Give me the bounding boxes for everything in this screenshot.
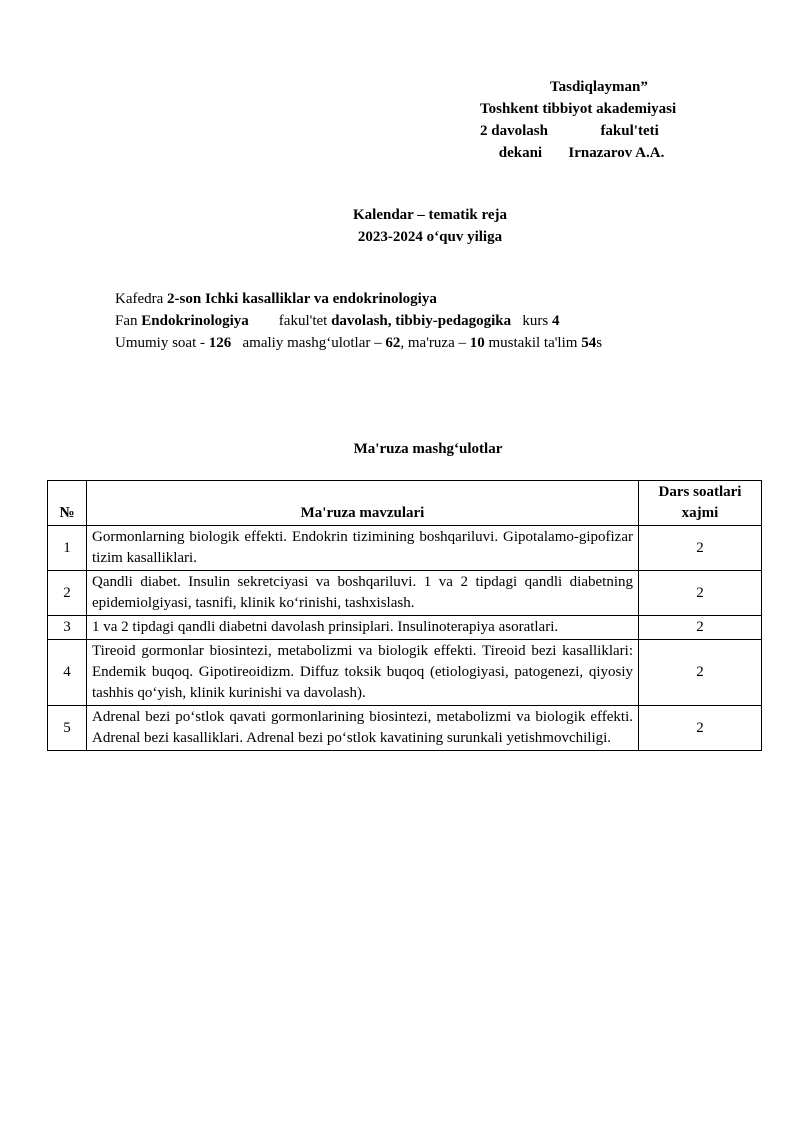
row-num: 5 — [48, 706, 87, 751]
mustakil-value: 54 — [581, 335, 597, 351]
amaliy-value: 62 — [385, 335, 401, 351]
course-info — [115, 288, 755, 354]
approval-block — [480, 76, 720, 164]
header-num: № — [48, 481, 87, 526]
title-line-2: 2023-2024 o‘quv yiliga — [357, 229, 503, 245]
row-hours: 2 — [639, 640, 762, 706]
row-hours: 2 — [639, 526, 762, 571]
row-topic: Gormonlarning biologik effekti. Endokrin tizimining boshqariluvi. Gipotalamo-gipofizar tizim kasalliklari. — [87, 526, 639, 571]
table-row — [48, 571, 762, 616]
row-topic: Adrenal bezi po‘stlok qavati gormonlarining biosintezi, metabolizmi va biologik effekti. Adrenal bezi kasalliklari. Adrenal bezi po‘stlok kavatining surunkali yetishmovchiligi. — [87, 706, 639, 751]
mustakil-suffix: s — [596, 335, 603, 351]
table-row — [48, 616, 762, 640]
kurs-value: 4 — [551, 313, 560, 329]
approval-line-2: Toshkent tibbiyot akademiyasi — [480, 101, 677, 117]
kafedra-label: Kafedra — [115, 291, 168, 307]
maruza-value: 10 — [469, 335, 485, 351]
fan-value: Endokrinologiya — [141, 313, 249, 329]
table-row — [48, 640, 762, 706]
maruza-label: , ma'ruza – — [400, 335, 470, 351]
table-row — [48, 526, 762, 571]
row-hours: 2 — [639, 706, 762, 751]
fakultet-value: davolash, tibbiy-pedagogika — [331, 313, 512, 329]
fan-row — [115, 310, 755, 332]
row-num: 2 — [48, 571, 87, 616]
fakultet-label: fakul'tet — [248, 313, 332, 329]
fan-label: Fan — [115, 313, 142, 329]
header-hours: Dars soatlari xajmi — [639, 481, 762, 526]
document-title — [0, 204, 800, 248]
hours-row — [115, 332, 755, 354]
approval-line-4: dekani Irnazarov A.A. — [480, 145, 665, 161]
row-hours: 2 — [639, 616, 762, 640]
mustakil-label: mustakil ta'lim — [484, 335, 582, 351]
section-title: Ma'ruza mashg‘ulotlar — [353, 441, 503, 457]
kafedra-value: 2-son Ichki kasalliklar va endokrinologiya — [167, 291, 437, 307]
table-header-row — [48, 481, 762, 526]
row-num: 4 — [48, 640, 87, 706]
approval-line-1: Tasdiqlayman” — [550, 79, 648, 95]
table-row — [48, 706, 762, 751]
amaliy-label: amaliy mashg‘ulotlar – — [231, 335, 386, 351]
row-hours: 2 — [639, 571, 762, 616]
row-topic: 1 va 2 tipdagi qandli diabetni davolash prinsiplari. Insulinoterapiya asoratlari. — [87, 616, 639, 640]
hours-label: Umumiy soat - — [115, 335, 209, 351]
row-topic: Tireoid gormonlar biosintezi, metabolizmi va biologik effekti. Tireoid bezi kasalliklari: Endemik buqoq. Gipotireoidizm. Diffuz toksik buqoq (etiologiyasi, patogenezi, qiyosiy tashhis qo‘yish, klinik kurinishi va davolash). — [87, 640, 639, 706]
row-num: 1 — [48, 526, 87, 571]
approval-line-3: 2 davolash fakul'teti — [480, 123, 659, 139]
hours-total: 126 — [208, 335, 232, 351]
title-line-1: Kalendar – tematik reja — [352, 207, 507, 223]
row-topic: Qandli diabet. Insulin sekretciyasi va boshqariluvi. 1 va 2 tipdagi qandli diabetning epidemiolgiyasi, tasnifi, klinik ko‘rinishi, tashxislash. — [87, 571, 639, 616]
row-num: 3 — [48, 616, 87, 640]
header-topic: Ma'ruza mavzulari — [87, 481, 639, 526]
lecture-topics-table — [47, 480, 762, 751]
kafedra-row — [115, 288, 755, 310]
kurs-label: kurs — [511, 313, 552, 329]
